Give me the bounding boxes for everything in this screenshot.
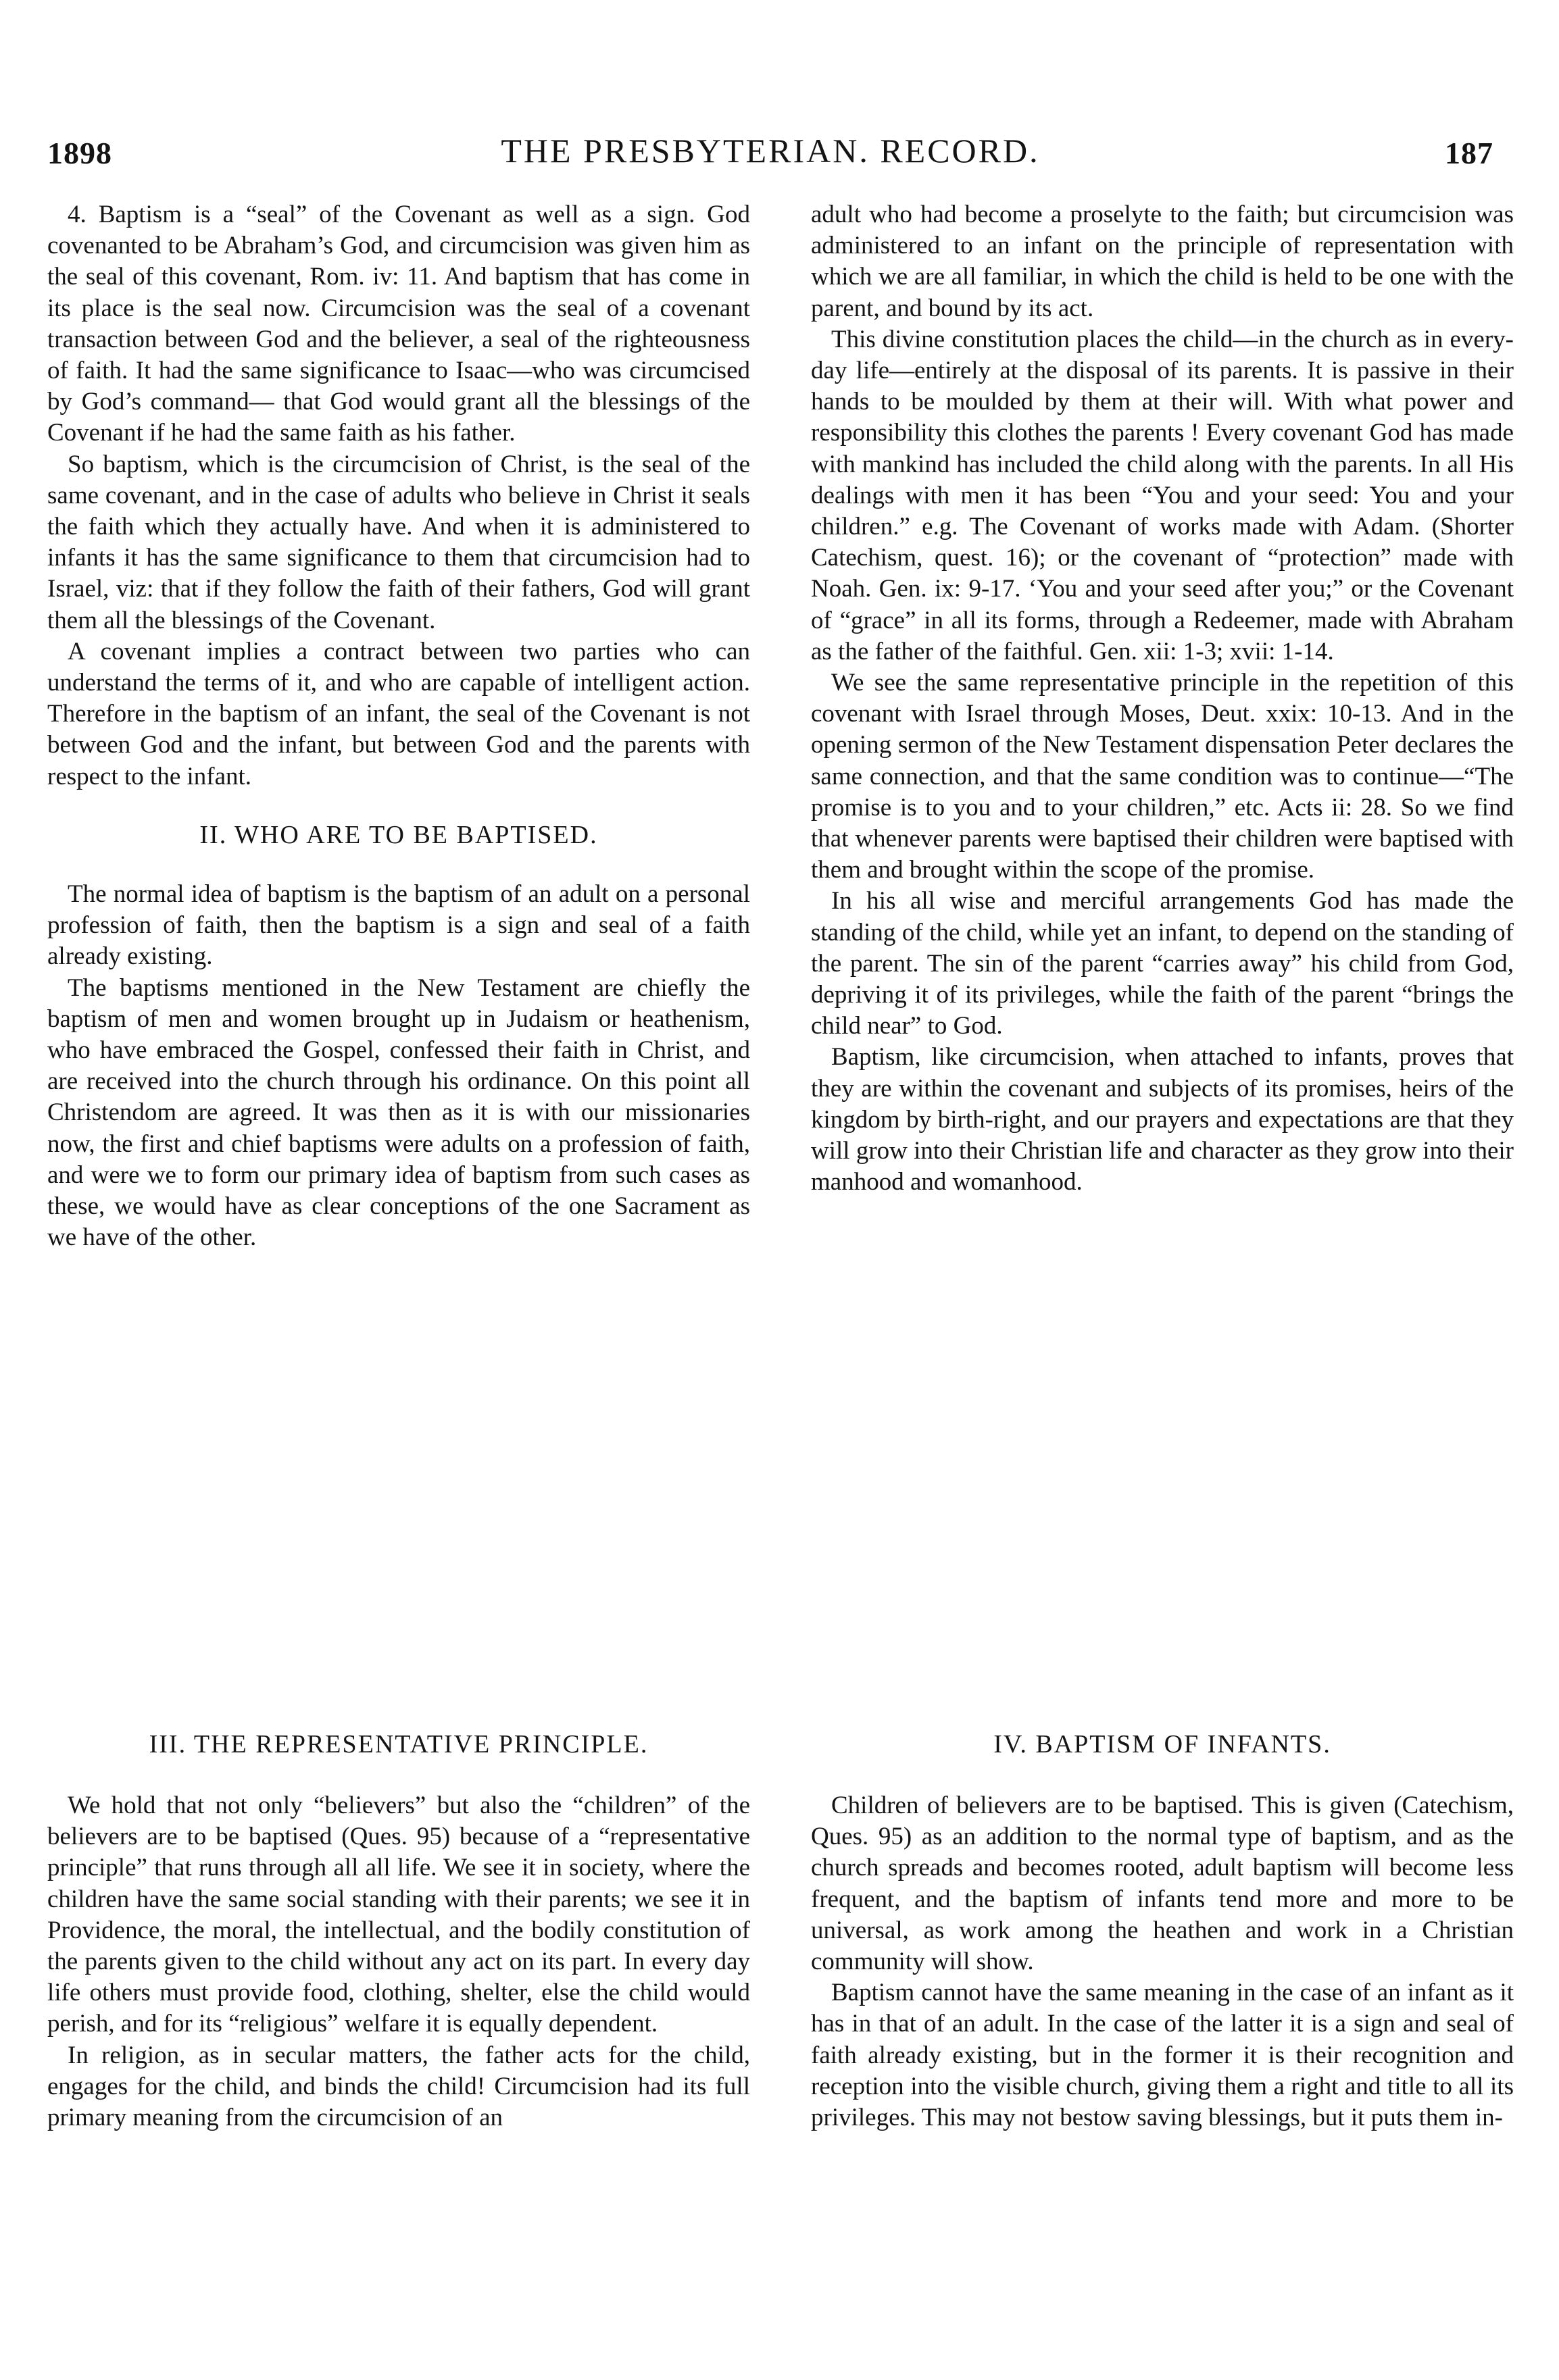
section-heading-three: III. THE REPRESENTATIVE PRINCIPLE. [149, 1730, 649, 1758]
header-title: THE PRESBYTERIAN. RECORD. [501, 132, 1040, 170]
right-column-top [811, 199, 1514, 1198]
paragraph: Baptism cannot have the same meaning in the case of an infant as it has in that of an adult. In the case of the latter it is a sign and seal of faith already existing, but in the former it is their recognition and reception into the visible church, giving them a right and title to all its privileges. This may not bestow saving blessings, but it puts them in- [811, 1979, 1514, 2132]
header-year: 1898 [47, 136, 112, 170]
paragraph: Baptism, like circumcision, when attached to infants, proves that they are within the covenant and subjects of its promises, heirs of the kingdom by birth-right, and our prayers and expectations are that they will grow into their Christian life and character as they grow into their manhood and womanhood. [811, 1043, 1514, 1196]
paragraph: In religion, as in secular matters, the father acts for the child, engages for the child, and binds the child! Circumcision had its full primary meaning from the circumcision of an [47, 2041, 750, 2132]
paragraph: We see the same representative principle in the repetition of this covenant with Israel through Moses, Deut. xxix: 10-13. And in the opening sermon of the New Testament dispensation Peter declares the same connection, and that the same condition was to continue—“The promise is to you and to your children,” etc. Acts ii: 28. So we find that whenever parents were baptised their children were baptised with them and brought within the scope of the promise. [811, 669, 1514, 884]
paragraph: adult who had become a proselyte to the faith; but circumcision was administered to an infant on the principle of representation with which we are all familiar, in which the child is held to be one with the parent, and bound by its act. [811, 201, 1514, 322]
paragraph: A covenant implies a contract between two parties who can understand the terms of it, and who are capable of intelligent action. Therefore in the baptism of an infant, the seal of the Covenant is not between God and the infant, but between God and the parents with respect to the infant. [47, 637, 750, 790]
left-column-bottom [47, 1790, 750, 2133]
paragraph: In his all wise and merciful arrangements God has made the standing of the child, while yet an infant, to depend on the standing of the parent. The sin of the parent “carries away” his child from God, depriving it of its privileges, while the faith of the parent “brings the child near” to God. [811, 887, 1514, 1040]
paragraph: Children of believers are to be baptised. This is given (Catechism, Ques. 95) as an addition to the normal type of baptism, and as the church spreads and becomes rooted, adult baptism will become less frequent, and the baptism of infants tend more and more to be universal, as work among the heathen and work in a Christian community will show. [811, 1792, 1514, 1976]
paragraph: This divine constitution places the child—in the church as in every-day life—entirely at the disposal of its parents. It is passive in their hands to be moulded by them at their will. With what power and responsibility this clothes the parents ! Every covenant God has made with mankind has included the child along with the parents. In all His dealings with men it has been “You and your seed: You and your children.” e.g. The Covenant of works made with Adam. (Shorter Catechism, quest. 16); or the covenant of “protection” made with Noah. Gen. ix: 9-17. ‘You and your seed after you;” or the Covenant of “grace” in all its forms, through a Redeemer, made with Abraham as the father of the faithful. Gen. xii: 1-3; xvii: 1-14. [811, 325, 1514, 665]
left-column-top [47, 199, 750, 1254]
right-column-bottom [811, 1790, 1514, 2133]
section-heading-two: II. WHO ARE TO BE BAPTISED. [199, 820, 598, 849]
section-heading-four: IV. BAPTISM OF INFANTS. [993, 1730, 1331, 1758]
header-page-number: 187 [1445, 136, 1493, 170]
paragraph: So baptism, which is the circumcision of Christ, is the seal of the same covenant, and in the case of adults who believe in Christ it seals the faith which they actually have. And when it is administered to infants it has the same significance to them that circumcision had to Israel, viz: that if they follow the faith of their fathers, God will grant them all the blessings of the Covenant. [47, 450, 750, 634]
paragraph: The normal idea of baptism is the baptism of an adult on a personal profession of faith, then the baptism is a sign and seal of a faith already existing. [47, 880, 750, 971]
page-header [47, 132, 1493, 182]
paragraph: 4. Baptism is a “seal” of the Covenant as well as a sign. God covenanted to be Abraham’s God, and circumcision was given him as the seal of this covenant, Rom. iv: 11. And baptism that has come in its place is the seal now. Circumcision was the seal of a covenant transaction between God and the believer, a seal of the righteousness of faith. It had the same significance to Isaac—who was circumcised by God’s command— that God would grant all the blessings of the Covenant if he had the same faith as his father. [47, 201, 750, 447]
paragraph: The baptisms mentioned in the New Testament are chiefly the baptism of men and women brought up in Judaism or heathenism, who have embraced the Gospel, confessed their faith in Christ, and are received into the church through his ordinance. On this point all Christendom are agreed. It was then as it is with our missionaries now, the first and chief baptisms were adults on a profession of faith, and were we to form our primary idea of baptism from such cases as these, we would have as clear conceptions of the one Sacrament as we have of the other. [47, 973, 750, 1252]
paragraph: We hold that not only “believers” but also the “children” of the believers are to be baptised (Ques. 95) because of a “representative principle” that runs through all all life. We see it in society, where the children have the same social standing with their parents; we see it in Providence, the moral, the intellectual, and the bodily constitution of the parents given to the child without any act on its part. In every day life others must provide food, clothing, shelter, else the child would perish, and for its “religious” welfare it is equally dependent. [47, 1792, 750, 2038]
